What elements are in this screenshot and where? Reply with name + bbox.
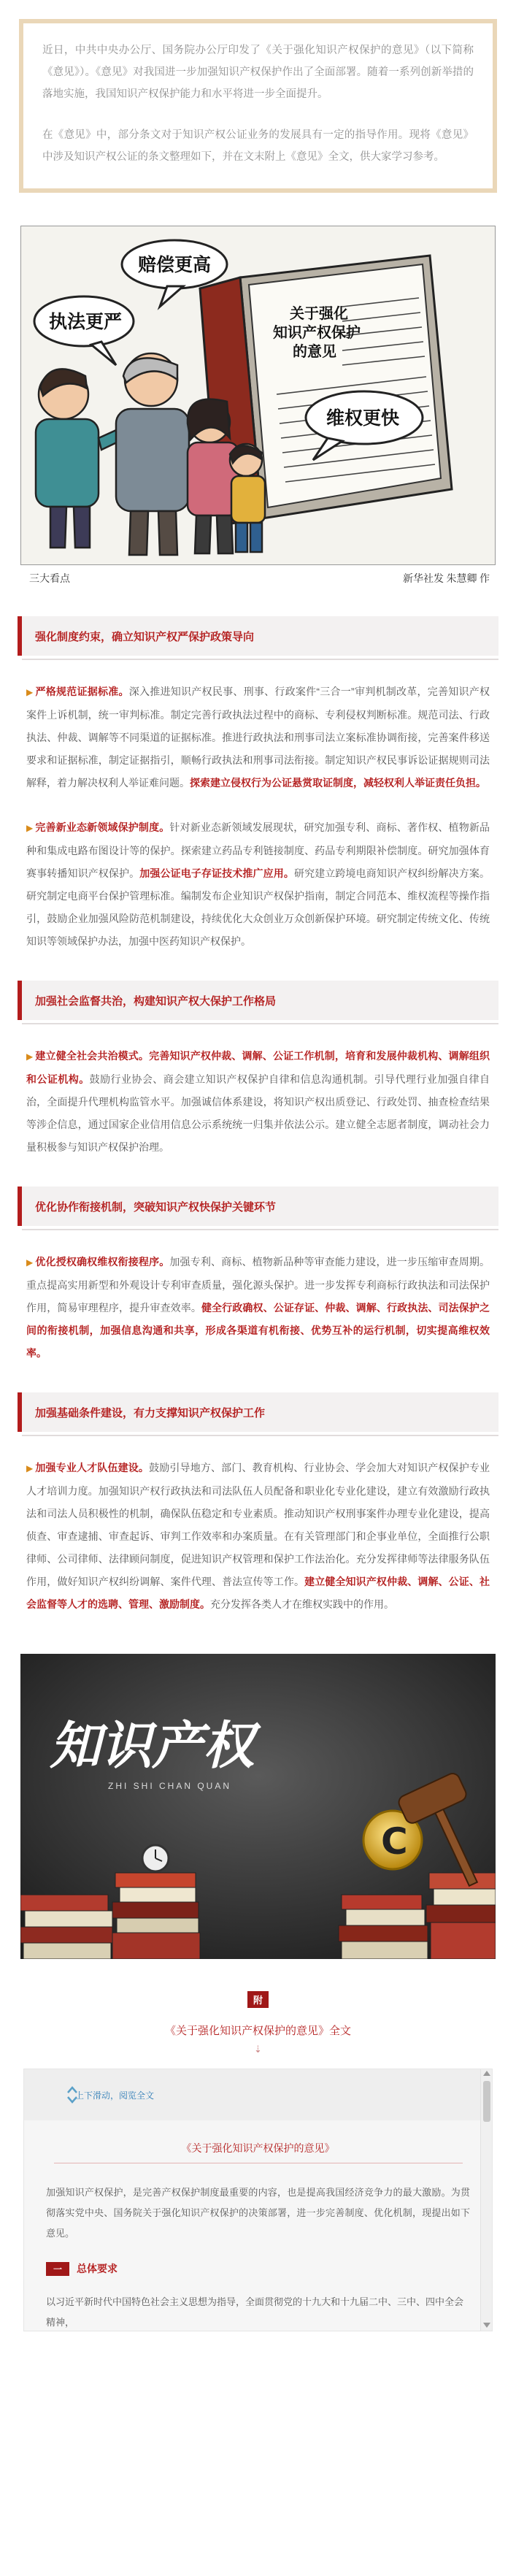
section-3-bold: 健全行政确权、公证存证、仲裁、调解、行政执法、司法保护之间的衔接机制，加强信息沟通和共享，形成各渠道有机衔接、优势互补的运行机制，切实提高维权效率。	[26, 1302, 490, 1359]
scroll-down-arrow-icon[interactable]	[483, 2323, 490, 2328]
cartoon-figure	[20, 226, 496, 586]
doc-subheading	[46, 2261, 492, 2276]
poster-pinyin: ZHI SHI CHAN QUAN	[108, 1781, 232, 1791]
section-heading-3	[18, 1187, 498, 1226]
section-heading-1	[18, 616, 498, 656]
copyright-symbol: C	[381, 1820, 408, 1863]
section-2-paragraph	[18, 1045, 498, 1159]
book-title-line-2: 知识产权保护	[273, 325, 361, 341]
scroll-up-arrow-icon[interactable]	[483, 2071, 490, 2076]
triangle-bullet-icon: ▶	[26, 823, 34, 833]
doc-subheading-label: 总体要求	[77, 2263, 118, 2274]
intro-box	[19, 19, 497, 193]
section-1b-body: 针对新业态新领域发展现状，研究加强专利、商标、著作权、植物新品种和集成电路布图设计等的保护。探索建立药品专利链接制度、药品专利期限补偿制度。研究加强体育赛事转播知识产权保护。	[26, 821, 490, 879]
cartoon-illustration	[21, 226, 496, 565]
section-4-body: 鼓励引导地方、部门、教育机构、行业协会、学会加大对知识产权保护专业人才培训力度。加强知识产权行政执法和司法队伍人员配备和职业化专业化建设，建立有效激励行政执法和司法人员积极性的机制，确保队伍稳定和专业素质。推动知识产权刑事案件办理专业化建设，提高侦查、审查逮捕、审查起诉、审判工作效率和办案质量。在有关管理部门和企事业单位，全面推行公职律师、公司律师、法律顾问制度，促进知识产权管理和保护工作法治化。充分发挥律师等法律服务队伍作用，做好知识产权纠纷调解、案件代理、普法宣传等工作。	[26, 1462, 490, 1587]
section-1b-bold: 加强公证电子存证技术推广应用。	[139, 867, 294, 879]
ip-poster-image	[20, 1654, 496, 1959]
section-4-lead: 加强专业人才队伍建设。	[35, 1462, 150, 1473]
intro-paragraph-2: 在《意见》中，部分条文对于知识产权公证业务的发展具有一定的指导作用。现将《意见》中涉及知识产权公证的条文整理如下，并在文末附上《意见》全文，供大家学习参考。	[42, 129, 474, 163]
cartoon-image	[20, 226, 496, 565]
scroll-hint-bar	[24, 2069, 492, 2120]
doc-paragraph-2: 以习近平新时代中国特色社会主义思想为指导，全面贯彻党的十九大和十九届二中、三中、四中全会精神，	[46, 2296, 464, 2328]
cartoon-caption-row	[20, 565, 496, 586]
cartoon-caption-left: 三大看点	[29, 574, 70, 585]
section-heading-4	[18, 1392, 498, 1432]
doc-subheading-number: 一	[46, 2262, 69, 2276]
section-3-body: 加强专利、商标、植物新品种等审查能力建设，进一步压缩审查周期。重点提高实用新型和外观设计专利审查质量，强化源头保护。进一步发挥专利商标行政执法和司法保护作用，简易审理程序，提升审查效率。	[26, 1256, 490, 1314]
appendix-title: 《关于强化知识产权保护的意见》全文	[164, 2025, 351, 2037]
section-heading-4-text: 加强基础条件建设，有力支撑知识产权保护工作	[35, 1406, 266, 1419]
triangle-bullet-icon: ▶	[26, 1463, 34, 1473]
section-heading-2	[18, 981, 498, 1020]
bubble-strict-enforcement: 执法更严	[49, 312, 123, 332]
section-3-paragraph	[18, 1251, 498, 1365]
section-1b-lead: 完善新业态新领域保护制度。	[35, 821, 170, 833]
bubble-faster-rights: 维权更快	[326, 408, 400, 429]
doc-title: 《关于强化知识产权保护的意见》	[181, 2142, 335, 2154]
section-1b-body2: 研究建立跨境电商知识产权纠纷解决方案。研究制定电商平台保护管理标准。编制发布企业知识产权保护指南，制定合同范本、维权流程等操作指引，鼓励企业加强风险防范机制建设，持续优化大众创业万众创新保护环境。研究制定传统文化、传统知识等领域保护办法，加强中医药知识产权保护。	[26, 867, 490, 947]
scrollbar[interactable]	[480, 2069, 492, 2331]
scroll-thumb[interactable]	[483, 2081, 490, 2122]
section-1-bold: 探索建立侵权行为公证悬赏取证制度，减轻权利人举证责任负担。	[190, 777, 486, 789]
section-1-lead: 严格规范证据标准。	[35, 686, 129, 697]
section-2-body: 鼓励行业协会、商会建立知识产权保护自律和信息沟通机制。引导代理行业加强自律自治，全面提升代理机构监管水平。加强诚信体系建设，将知识产权出质登记、行政处罚、抽查检查结果等涉企信息，通过国家企业信用信息公示系统统一归集并依法公示。建立健全志愿者制度，调动社会力量积极参与知识产权保护治理。	[26, 1073, 490, 1153]
cartoon-caption-right: 新华社发 朱慧卿 作	[403, 574, 490, 585]
section-2-lead: 建立健全社会共治模式。	[35, 1050, 150, 1062]
section-4-bold: 建立健全知识产权仲裁、调解、公证、社会监督等人才的选聘、管理、激励制度。	[26, 1576, 490, 1610]
section-heading-3-text: 优化协作衔接机制，突破知识产权快保护关键环节	[35, 1200, 277, 1214]
section-4-body2: 充分发挥各类人才在维权实践中的作用。	[210, 1598, 394, 1610]
triangle-bullet-icon: ▶	[26, 687, 34, 697]
down-arrow-icon: ⇣	[254, 2044, 262, 2055]
doc-intro-paragraph: 加强知识产权保护，是完善产权保护制度最重要的内容，也是提高我国经济竞争力的最大激励。为贯彻落实党中央、国务院关于强化知识产权保护的决策部署，进一步完善制度、优化机制，现提出如下意见。	[46, 2187, 470, 2239]
section-heading-2-text: 加强社会监督共治，构建知识产权大保护工作格局	[35, 994, 277, 1008]
scroll-hint-text: 上下滑动，阅览全文	[75, 2090, 155, 2101]
appendix-header	[18, 1991, 498, 2055]
triangle-bullet-icon: ▶	[26, 1051, 34, 1062]
section-3-lead: 优化授权确权维权衔接程序。	[35, 1256, 170, 1268]
section-4-paragraph	[18, 1457, 498, 1616]
scroll-updown-icon	[66, 2085, 78, 2104]
poster-title: 知识产权	[50, 1715, 254, 1776]
section-heading-1-text: 强化制度约束，确立知识产权严保护政策导向	[35, 630, 255, 643]
intro-paragraph-1: 近日，中共中央办公厅、国务院办公厅印发了《关于强化知识产权保护的意见》（以下简称《意见》）。《意见》对我国进一步加强知识产权保护作出了全面部署。随着一系列创新举措的落地实施，我国知识产权保护能力和水平将进一步全面提升。	[42, 45, 474, 100]
book-title-line-3: 的意见	[293, 344, 336, 360]
book-title-line-1: 关于强化	[290, 306, 348, 322]
section-1-body: 深入推进知识产权民事、刑事、行政案件“三合一”审判机制改革，完善知识产权案件上诉机制，统一审判标准。制定完善行政执法过程中的商标、专利侵权判断标准。规范司法、行政执法、仲裁、调解等不同渠道的证据标准。推进行政执法和刑事司法立案标准协调衔接，完善案件移送要求和证据标准，制定证据指引，顺畅行政执法和刑事司法衔接。制定知识产权民事诉讼证据规则司法解释，着力解决权利人举证难问题。	[26, 686, 490, 789]
ip-poster-illustration	[20, 1654, 496, 1959]
triangle-bullet-icon: ▶	[26, 1257, 34, 1268]
section-1b-paragraph	[18, 816, 498, 953]
appendix-scroll-box[interactable]	[23, 2069, 493, 2331]
section-1-paragraph	[18, 681, 498, 794]
appendix-badge: 附	[247, 1991, 269, 2008]
bubble-higher-compensation: 赔偿更高	[138, 255, 212, 275]
section-2-bold: 完善知识产权仲裁、调解、公证工作机制，培育和发展仲裁机构、调解组织和公证机构。	[26, 1050, 490, 1085]
